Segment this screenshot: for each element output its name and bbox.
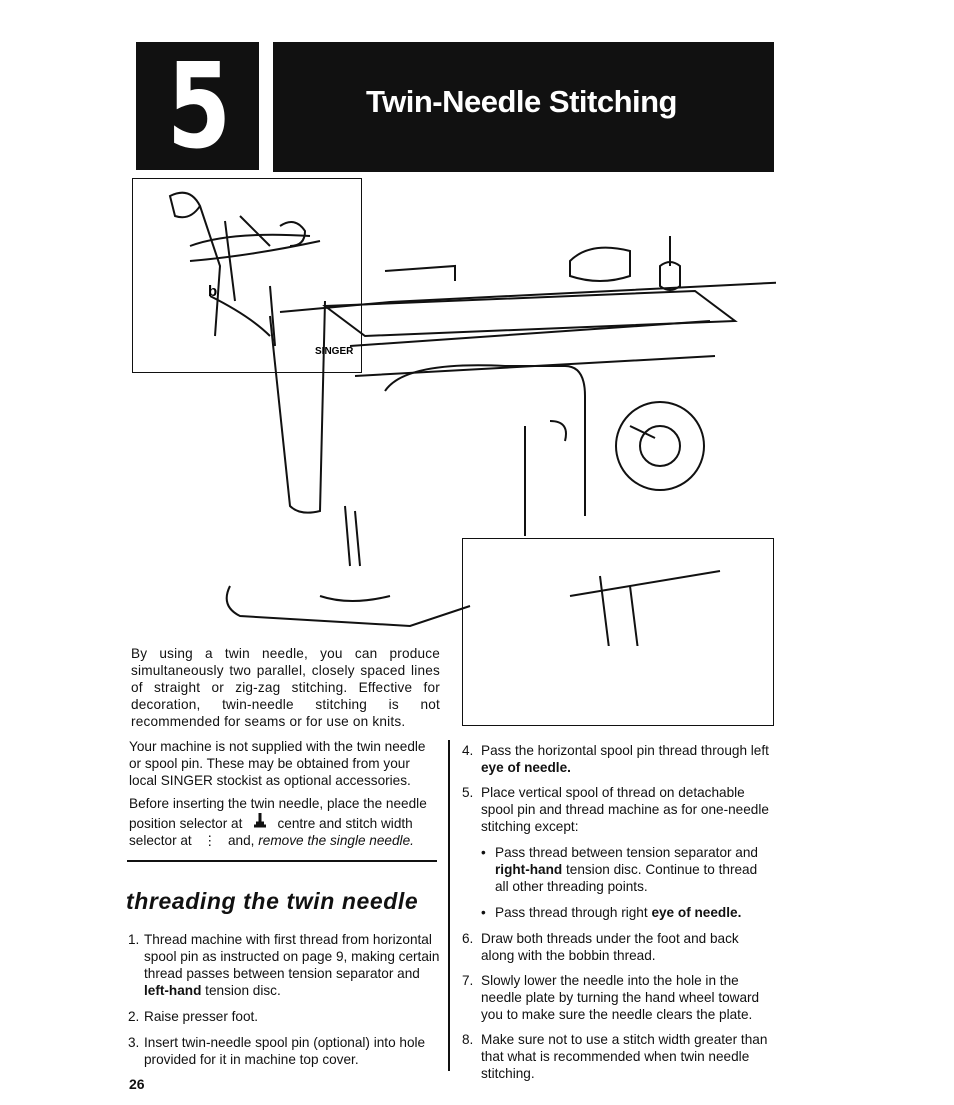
stitch-width-icon: ⋮ bbox=[195, 833, 225, 848]
sewing-machine-illustration bbox=[130, 176, 776, 646]
bullet-item: • Pass thread between tension separator and right-hand tension disc. Continue to thread all other threading points. bbox=[481, 845, 758, 894]
list-item: 1. Thread machine with first thread from horizontal spool pin as instructed on page 9, making certain thread passes between tension separator and left-hand tension disc. bbox=[128, 932, 440, 998]
supply-paragraph: Your machine is not supplied with the twin needle or spool pin. These may be obtained from your local SINGER stockist as optional accessories. bbox=[129, 739, 426, 788]
before-paragraph bbox=[129, 795, 440, 849]
before-text-4: remove the single needle. bbox=[258, 833, 414, 848]
section-divider bbox=[127, 860, 437, 862]
list-item: 7. Slowly lower the needle into the hole in the needle plate by turning the hand wheel toward you to make sure the needle clears the plate. bbox=[462, 973, 760, 1022]
column-rule bbox=[448, 740, 450, 1071]
list-item: 4. Pass the horizontal spool pin thread through left eye of needle. bbox=[462, 743, 769, 775]
left-steps-list bbox=[128, 931, 440, 1077]
machine-brand-label: SINGER bbox=[315, 346, 354, 357]
page-title: Twin-Needle Stitching bbox=[366, 84, 677, 119]
list-item: 8. Make sure not to use a stitch width greater than that what is recommended when twin needle stitching. bbox=[462, 1032, 768, 1081]
page-number: 26 bbox=[129, 1076, 145, 1092]
exception-bullets bbox=[481, 844, 772, 921]
bullet-item: • Pass thread through right eye of needle. bbox=[481, 905, 742, 920]
inset-label-b: b bbox=[208, 283, 218, 300]
list-item: 5. Place vertical spool of thread on detachable spool pin and thread machine as for one-needle stitching except: • Pass thread between tension separator and right-hand tension disc. Continue to thread all other threading points. • Pass thread through right eye of needle. bbox=[462, 784, 772, 921]
needle-position-icon bbox=[246, 816, 274, 831]
before-text-1: Before inserting the twin needle, place the needle position selector at bbox=[129, 796, 427, 831]
before-text-2: centre and stitch width selector at bbox=[129, 816, 413, 848]
section-heading: threading the twin needle bbox=[126, 888, 419, 914]
right-steps-list bbox=[462, 742, 772, 1090]
chapter-number: 5 bbox=[167, 37, 228, 175]
intro-paragraph: By using a twin needle, you can produce simultaneously two parallel, closely spaced lines of straight or zig-zag stitching. Effective for decoration, twin-needle stitching is not recommended for seams or for use on knits. bbox=[131, 646, 440, 729]
list-item: 6. Draw both threads under the foot and back along with the bobbin thread. bbox=[462, 931, 739, 963]
before-text-3: and, bbox=[227, 833, 255, 848]
list-item: 3. Insert twin-needle spool pin (optional) into hole provided for it in machine top cover. bbox=[128, 1035, 426, 1067]
list-item: 2. Raise presser foot. bbox=[128, 1009, 259, 1024]
